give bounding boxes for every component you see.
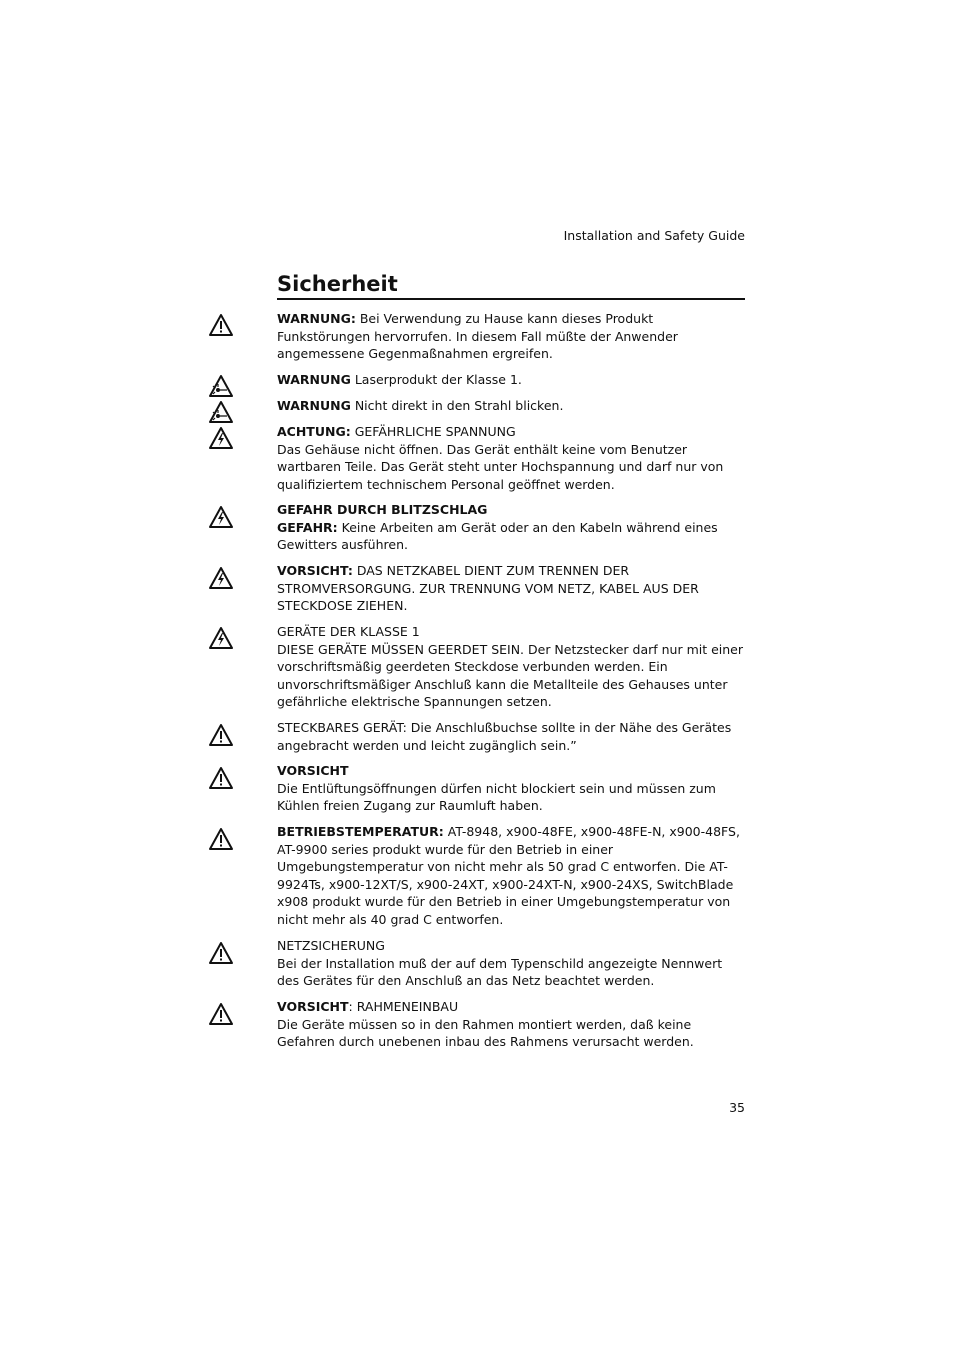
warning-triangle-icon bbox=[208, 827, 234, 851]
warning-triangle-icon bbox=[208, 313, 234, 337]
warning-text: Nicht direkt in den Strahl blicken. bbox=[350, 398, 564, 413]
warning-line: NETZSICHERUNG bbox=[277, 938, 385, 953]
warning-text: GEFÄHRLICHE SPANNUNG bbox=[350, 424, 516, 439]
warning-body: Die Entlüftungsöffnungen dürfen nicht blockiert sein und müssen zum Kühlen freien Zugang zur Raumluft haben. bbox=[277, 780, 716, 814]
warning-body: DIESE GERÄTE MÜSSEN GEERDET SEIN. Der Netzstecker darf nur mit einer vorschriftsmäßig geerdeten Steckdose verbunden werden. Ein unvorschriftsmäßiger Anschluß kann die Metallteile des Gehauses unter gefährliche elektrische Spannungen setzen. bbox=[277, 641, 744, 710]
warning-block bbox=[277, 423, 745, 493]
warning-lead: VORSICHT bbox=[277, 763, 349, 778]
warning-body: Bei der Installation muß der auf dem Typenschild angezeigte Nennwert des Gerätes für den Anschluß an das Netz beachtet werden. bbox=[277, 955, 723, 989]
warning-lead-secondary: GEFAHR: bbox=[277, 519, 338, 535]
warning-triangle-icon bbox=[208, 941, 234, 965]
warning-block bbox=[277, 762, 745, 815]
warning-body: Das Gehäuse nicht öffnen. Das Gerät enthält keine vom Benutzer wartbaren Teile. Das Gerät steht unter Hochspannung und darf nur von qualifiziertem technischem Personal geöffnet werden. bbox=[277, 441, 724, 492]
warning-lead: ACHTUNG: bbox=[277, 424, 351, 439]
warning-text: : RAHMENEINBAU bbox=[348, 999, 459, 1014]
warning-block bbox=[277, 371, 745, 389]
warning-text: Laserprodukt der Klasse 1. bbox=[350, 372, 522, 387]
warning-block bbox=[277, 397, 745, 415]
laser-warning-icon bbox=[208, 374, 234, 398]
warning-block bbox=[277, 623, 745, 711]
running-header: Installation and Safety Guide bbox=[563, 228, 745, 243]
warning-lead: VORSICHT bbox=[277, 999, 349, 1014]
warning-body: Die Geräte müssen so in den Rahmen montiert werden, daß keine Gefahren durch unebenen inbau des Rahmens verursacht werden. bbox=[277, 1016, 694, 1050]
warning-block bbox=[277, 823, 745, 929]
page-number: 35 bbox=[729, 1100, 745, 1115]
warning-text: Bei Verwendung zu Hause kann dieses Produkt Funkstörungen hervorrufen. In diesem Fall müßte der Anwender angemessene Gegenmaßnahmen ergreifen. bbox=[277, 311, 678, 362]
warning-block bbox=[277, 719, 745, 754]
warning-lead: GEFAHR DURCH BLITZSCHLAG bbox=[277, 502, 488, 517]
warning-triangle-icon bbox=[208, 723, 234, 747]
warning-text: STECKBARES GERÄT: Die Anschlußbuchse sollte in der Nähe des Gerätes angebracht werden und leicht zugänglich sein.” bbox=[277, 720, 732, 753]
warning-lead: BETRIEBSTEMPERATUR: bbox=[277, 824, 444, 839]
warning-triangle-icon bbox=[208, 766, 234, 790]
warning-block bbox=[277, 562, 745, 615]
warning-text: Keine Arbeiten am Gerät oder an den Kabeln während eines Gewitters ausführen. bbox=[277, 519, 718, 553]
warning-text: AT-8948, x900-48FE, x900-48FE-N, x900-48FS, AT-9900 series produkt wurde für den Betrieb in einer Umgebungstemperatur von nicht mehr als 50 grad C entworfen. Die AT-9924Ts, x900-12XT/S, x900-24XT, x900-24XT-N, x900-24XS, SwitchBlade x908 produkt wurde für den Betrieb in einer Umgebungstemperatur von nicht mehr als 40 grad C entworfen. bbox=[277, 824, 740, 927]
high-voltage-warning-icon bbox=[208, 426, 234, 450]
warning-block bbox=[277, 937, 745, 990]
warning-lead: WARNUNG bbox=[277, 398, 351, 413]
laser-warning-icon bbox=[208, 400, 234, 424]
high-voltage-warning-icon bbox=[208, 566, 234, 590]
section-title: Sicherheit bbox=[277, 270, 745, 300]
warning-triangle-icon bbox=[208, 1002, 234, 1026]
warning-line: GERÄTE DER KLASSE 1 bbox=[277, 624, 420, 639]
warning-block bbox=[277, 501, 745, 554]
warning-lead: WARNUNG: bbox=[277, 311, 356, 326]
warning-block bbox=[277, 310, 745, 363]
warning-text: DAS NETZKABEL DIENT ZUM TRENNEN DER STROMVERSORGUNG. ZUR TRENNUNG VOM NETZ, KABEL AUS DER STECKDOSE ZIEHEN. bbox=[277, 563, 699, 614]
warning-block bbox=[277, 998, 745, 1051]
warning-lead: VORSICHT: bbox=[277, 563, 353, 578]
high-voltage-warning-icon bbox=[208, 626, 234, 650]
high-voltage-warning-icon bbox=[208, 505, 234, 529]
warning-lead: WARNUNG bbox=[277, 372, 351, 387]
